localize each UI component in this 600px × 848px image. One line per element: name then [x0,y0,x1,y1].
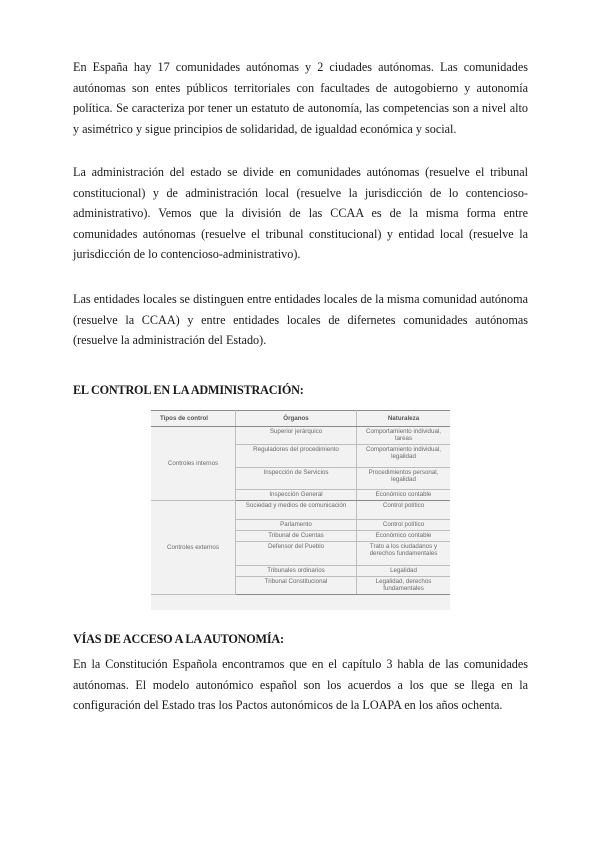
table-cell-naturaleza: Comportamiento individual, tareas [357,427,451,445]
table-cell-naturaleza: Legalidad [357,565,451,576]
header-tipos: Tipos de control [151,411,236,427]
heading-vias-acceso: VÍAS DE ACCESO A LA AUTONOMÍA: [73,632,284,646]
table-cell-organo: Sociedad y medios de comunicación [236,500,357,519]
paragraph-constitucion: En la Constitución Española encontramos que en el capítulo 3 habla de las comunidades autónomas. El modelo autonómico español son los acuerdos a los que se llega en la configuración del Estado tras los Pactos autonómicos de la LOAPA en los años ochenta. [73,657,528,713]
table-cell-naturaleza: Trato a los ciudadanos y derechos fundamentales [357,541,451,565]
paragraph-comunidades: En España hay 17 comunidades autónomas y 2 ciudades autónomas. Las comunidades autónomas son entes públicos territoriales con facultades de autogobierno y autonomía política. Se caracteriza por tener un estatuto de autonomía, las competencias son a nivel alto y asimétrico y sigue principios de solidaridad, de igualdad económica y social. [73,60,528,136]
table-cell-naturaleza: Procedimientos personal, legalidad [357,467,451,489]
table-cell-organo: Inspección de Servicios [236,467,357,489]
table-cell-naturaleza: Económico contable [357,530,451,541]
group-internos: Controles internos [151,427,236,501]
table-cell-organo: Superior jerárquico [236,427,357,445]
table-cell-organo: Tribunales ordinarios [236,565,357,576]
header-naturaleza: Naturaleza [357,411,451,427]
table-cell-naturaleza: Legalidad, derechos fundamentales [357,576,451,594]
control-table-image [151,410,450,610]
header-organos: Órganos [236,411,357,427]
table-cell-organo: Reguladores del procedimiento [236,444,357,467]
heading-control: EL CONTROL EN LA ADMINISTRACIÓN: [73,383,304,397]
paragraph-entidades-locales: Las entidades locales se distinguen entre entidades locales de la misma comunidad autónoma (resuelve la CCAA) y entre entidades locales de difernetes comunidades autónomas (resuelve la administración del Estado). [73,292,528,348]
table-cell-naturaleza: Comportamiento individual, legalidad [357,444,451,467]
table-cell-organo: Tribunal Constitucional [236,576,357,594]
table-cell-naturaleza: Control político [357,500,451,519]
group-externos: Controles externos [151,500,236,594]
control-table [151,410,450,595]
table-cell-naturaleza: Control político [357,519,451,530]
paragraph-administracion-estado: La administración del estado se divide en comunidades autónomas (resuelve el tribunal constitucional) y de administración local (resuelve la jurisdicción de lo contencioso-administrativo). Vemos que la división de las CCAA es de la misma forma entre comunidades autónomas (resuelve el tribunal constitucional) y entidad local (resuelve la jurisdicción de lo contencioso-administrativo). [73,165,528,262]
table-cell-organo: Tribunal de Cuentas [236,530,357,541]
table-cell-naturaleza: Económico contable [357,489,451,500]
table-cell-organo: Defensor del Pueblo [236,541,357,565]
table-cell-organo: Parlamento [236,519,357,530]
table-cell-organo: Inspección General [236,489,357,500]
